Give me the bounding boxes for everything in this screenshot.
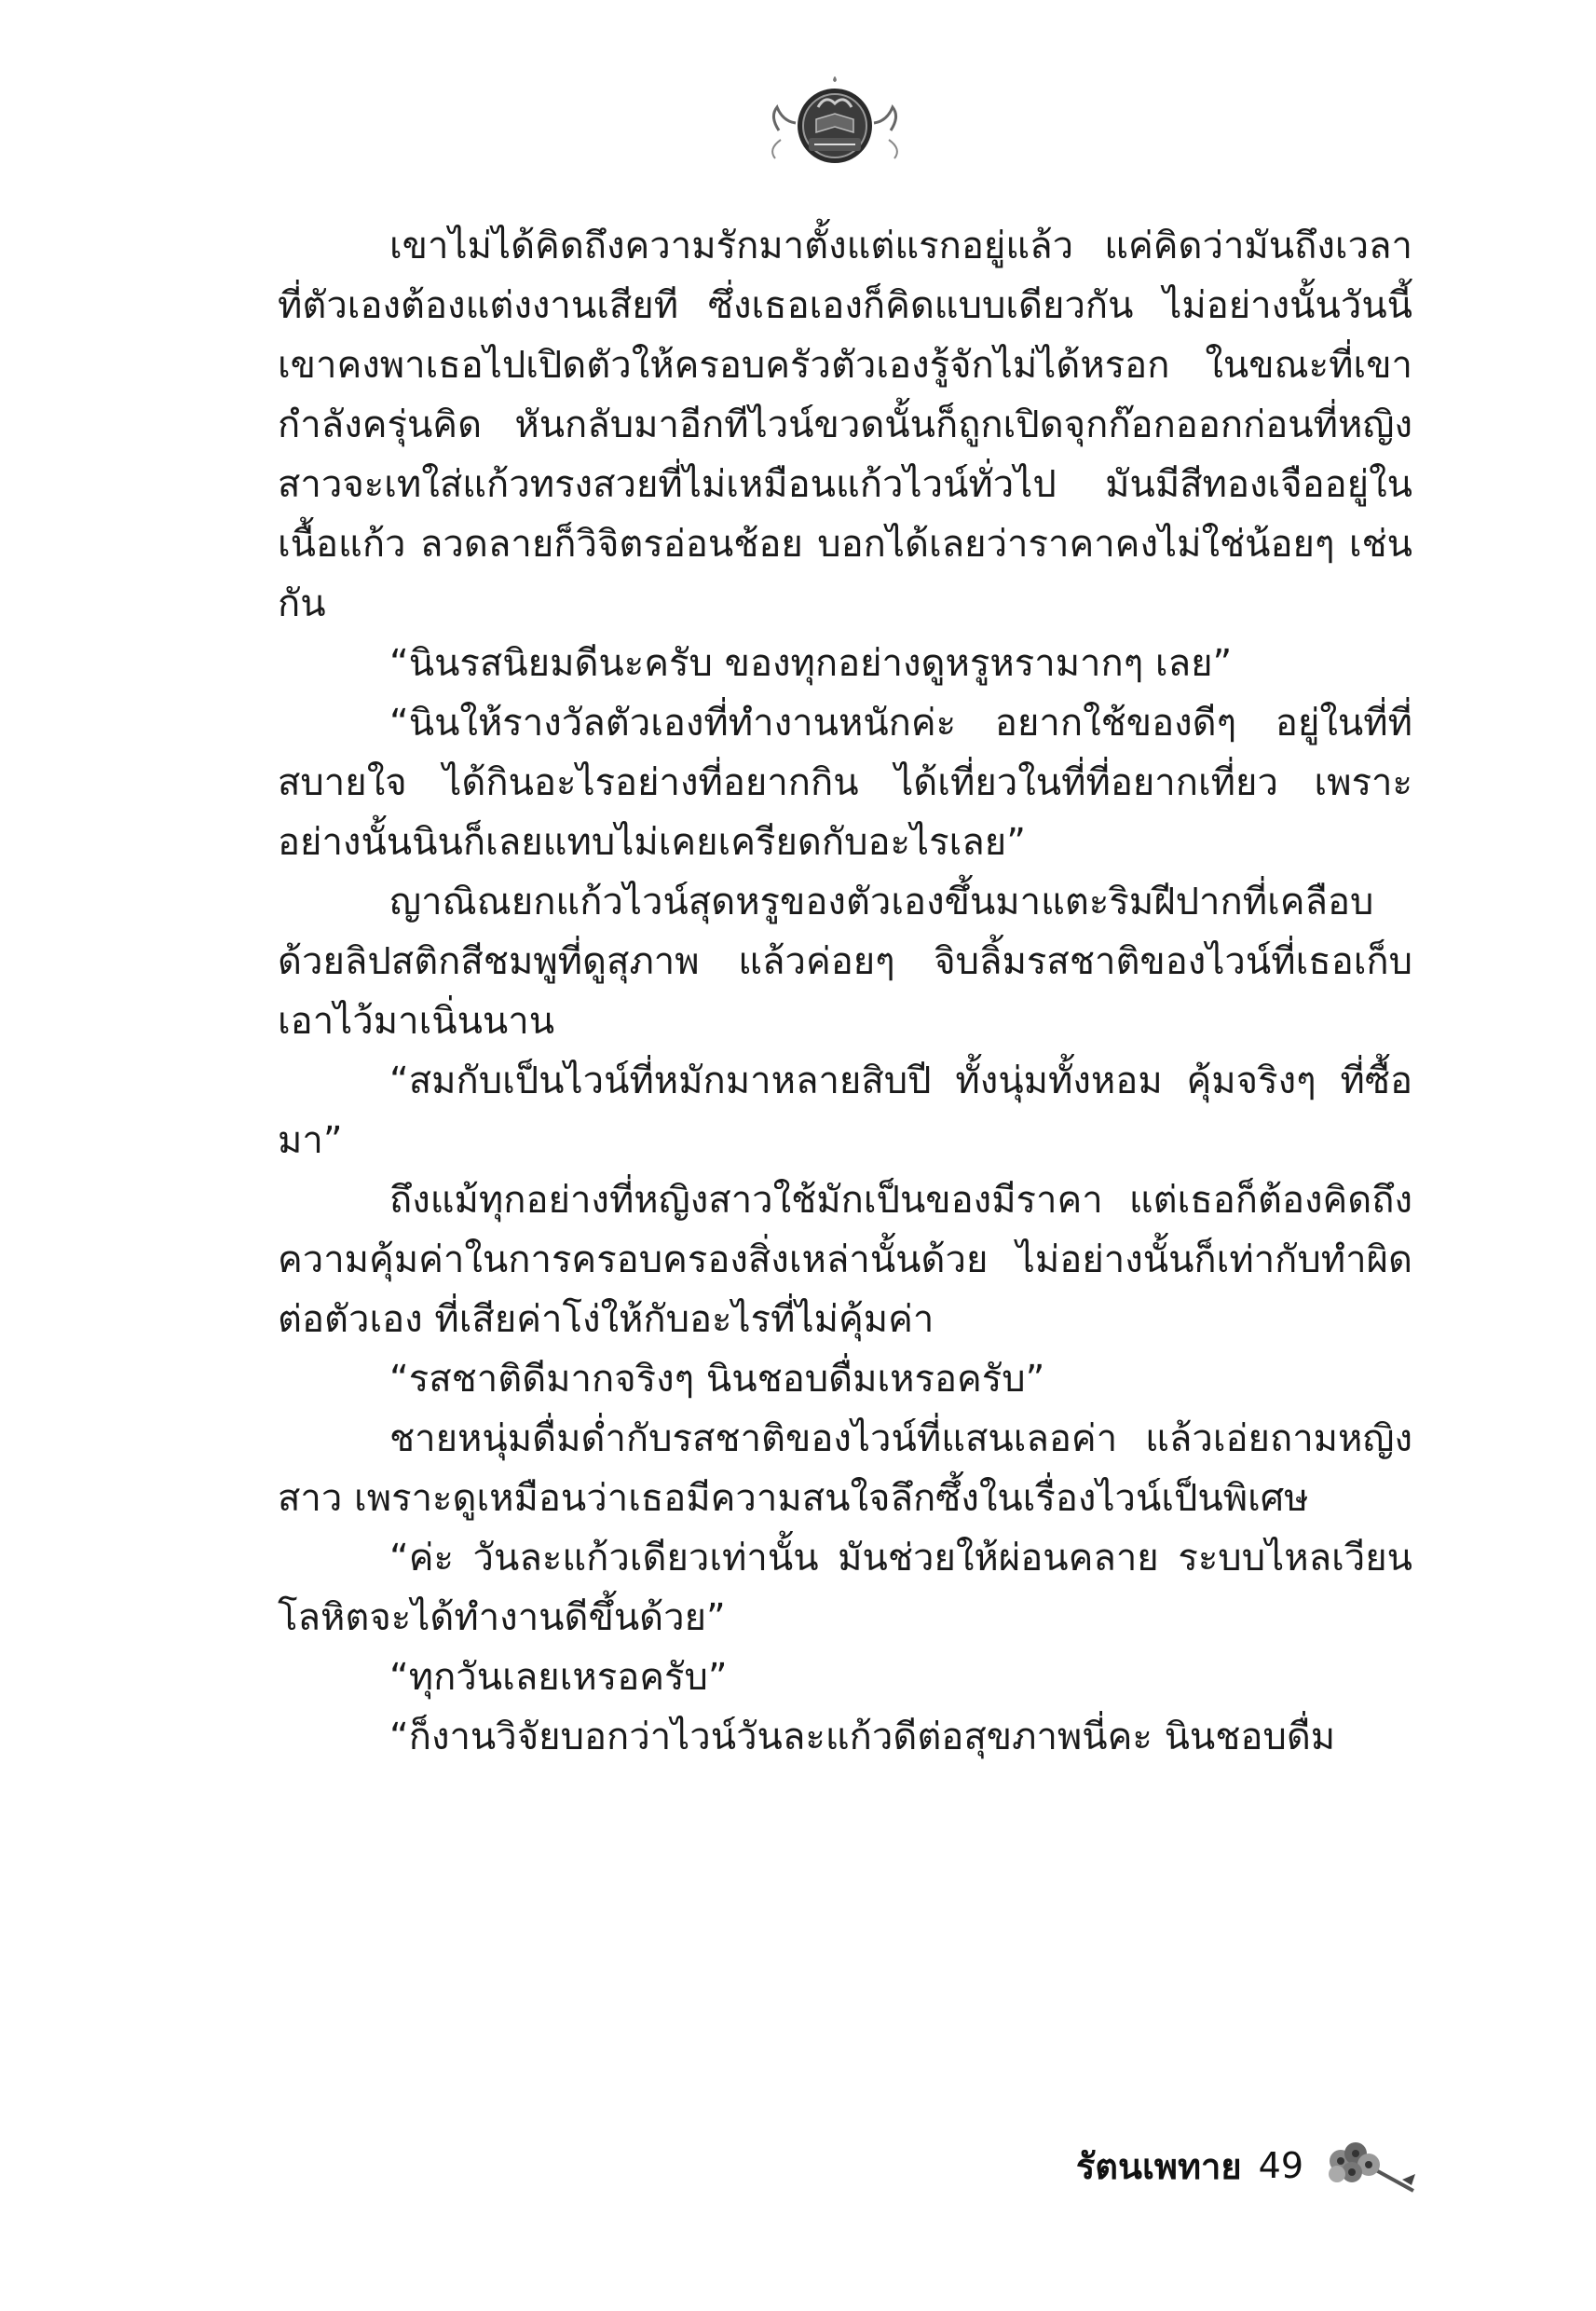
page-number: 49	[1258, 2145, 1303, 2186]
paragraph: “ก็งานวิจัยบอกว่าไวน์วันละแก้วดีต่อสุขภาพนี่คะ นินชอบดื่ม	[389, 1716, 1336, 1758]
paragraph: ชายหนุ่มดื่มด่ำกับรสชาติของไวน์ที่แสนเลอค่า แล้วเอ่ยถามหญิงสาว เพราะดูเหมือนว่าเธอมีความสนใจลึกซึ้งในเรื่องไวน์เป็นพิเศษ	[278, 1417, 1412, 1520]
flower-bouquet-icon	[1320, 2133, 1423, 2198]
body-text	[278, 216, 1412, 1767]
paragraph: “รสชาติดีมากจริงๆ นินชอบดื่มเหรอครับ”	[389, 1358, 1045, 1401]
paragraph: “ทุกวันเลยเหรอครับ”	[389, 1656, 728, 1699]
paragraph: “สมกับเป็นไวน์ที่หมักมาหลายสิบปี ทั้งนุ่มทั้งหอม คุ้มจริงๆ ที่ซื้อมา”	[278, 1060, 1412, 1162]
paragraph: เขาไม่ได้คิดถึงความรักมาตั้งแต่แรกอยู่แล้ว แค่คิดว่ามันถึงเวลาที่ตัวเองต้องแต่งงานเสียที ซึ่งเธอเองก็คิดแบบเดียวกัน ไม่อย่างนั้นวันนี้เขาคงพาเธอไปเปิดตัวให้ครอบครัวตัวเองรู้จักไม่ได้หรอก ในขณะที่เขากำลังครุ่นคิด หันกลับมาอีกทีไวน์ขวดนั้นก็ถูกเปิดจุกก๊อกออกก่อนที่หญิงสาวจะเทใส่แก้วทรงสวยที่ไม่เหมือนแก้วไวน์ทั่วไป มันมีสีทองเจืออยู่ในเนื้อแก้ว ลวดลายก็วิจิตรอ่อนช้อย บอกได้เลยว่าราคาคงไม่ใช่น้อยๆ เช่นกัน	[278, 225, 1412, 625]
book-title: รัตนเพทาย	[1075, 2145, 1242, 2187]
ornamental-logo-icon	[760, 65, 909, 177]
paragraph: “นินให้รางวัลตัวเองที่ทำงานหนักค่ะ อยากใช้ของดีๆ อยู่ในที่ที่สบายใจ ได้กินอะไรอย่างที่อยากกิน ได้เที่ยวในที่ที่อยากเที่ยว เพราะอย่างนั้นนินก็เลยแทบไม่เคยเครียดกับอะไรเลย”	[278, 702, 1412, 864]
paragraph: ญาณิณยกแก้วไวน์สุดหรูของตัวเองขึ้นมาแตะริมฝีปากที่เคลือบด้วยลิปสติกสีชมพูที่ดูสุภาพ แล้วค่อยๆ จิบลิ้มรสชาติของไวน์ที่เธอเก็บเอาไว้มาเนิ่นนาน	[278, 881, 1412, 1043]
paragraph: “ค่ะ วันละแก้วเดียวเท่านั้น มันช่วยให้ผ่อนคลาย ระบบไหลเวียนโลหิตจะได้ทำงานดีขึ้นด้วย”	[278, 1537, 1412, 1639]
paragraph: “นินรสนิยมดีนะครับ ของทุกอย่างดูหรูหรามากๆ เลย”	[389, 642, 1233, 685]
page-footer	[1076, 2128, 1423, 2203]
paragraph: ถึงแม้ทุกอย่างที่หญิงสาวใช้มักเป็นของมีราคา แต่เธอก็ต้องคิดถึงความคุ้มค่าในการครอบครองสิ่งเหล่านั้นด้วย ไม่อย่างนั้นก็เท่ากับทำผิดต่อตัวเอง ที่เสียค่าโง่ให้กับอะไรที่ไม่คุ้มค่า	[278, 1179, 1412, 1341]
